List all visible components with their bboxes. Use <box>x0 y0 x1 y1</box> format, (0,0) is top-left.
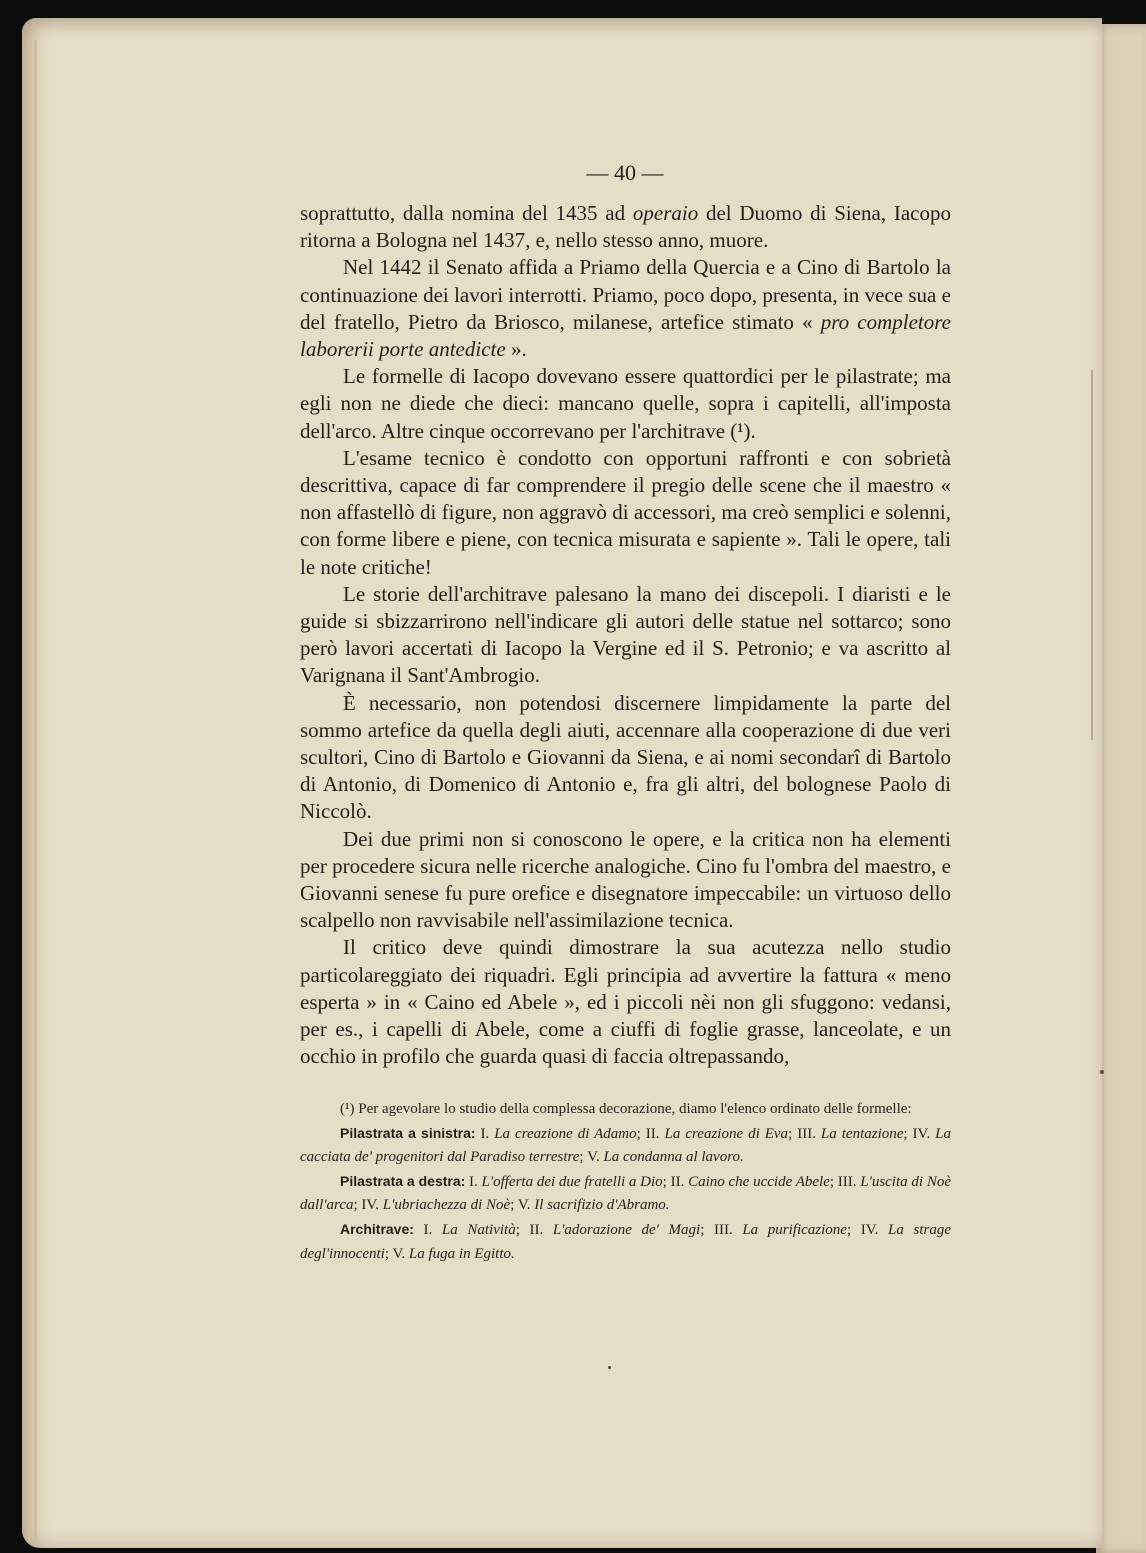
footnotes <box>300 1098 951 1266</box>
paragraph: L'esame tecnico è condotto con opportuni raffronti e con sobrietà descrittiva, capace di far comprendere il pregio delle scene che il maestro « non affastellò di figure, non aggravò di accessori, ma creò semplici e solenni, con forme libere e piene, con tecnica misurata e sapiente ». Tali le opere, tali le note critiche! <box>300 445 951 579</box>
italic-text: pro completore laborerii porte antedicte <box>300 309 951 362</box>
paragraph: Dei due primi non si conoscono le opere, e la critica non ha elementi per procedere sicura nelle ricerche analogiche. Cino fu l'ombra del maestro, e Giovanni senese fu pure orefice e disegnatore impeccabile: un virtuoso dello scalpello non ravvisabile nell'assimilazione tecnica. <box>300 826 951 933</box>
italic-text: Caino che uccide Abele <box>688 1173 830 1190</box>
bold-label: Architrave: <box>340 1220 414 1237</box>
italic-text: La creazione di Adamo <box>494 1125 637 1142</box>
italic-text: La Natività <box>441 1221 516 1238</box>
footnote: Architrave: I. La Natività; II. L'adorazione de' Magi; III. La purificazione; IV. La strage degl'innocenti; V. La fuga in Egitto. <box>300 1220 951 1262</box>
italic-text: La cacciata de' progenitori dal Paradiso terrestre <box>300 1125 952 1166</box>
paragraph: Il critico deve quindi dimostrare la sua acutezza nello studio particolareggiato dei riquadri. Egli principia ad avvertire la fattura « meno esperta » in « Caino ed Abele », ed i piccoli nèi non gli sfuggono: vedansi, per es., i capelli di Abele, come a ciuffi di foglie grasse, lanceolate, e un occhio in profilo che guarda quasi di faccia oltrepassando, <box>300 935 951 1069</box>
italic-text: La condanna al lavoro. <box>603 1149 744 1166</box>
italic-text: La fuga in Egitto. <box>408 1245 515 1262</box>
paragraph: Le storie dell'architrave palesano la mano dei discepoli. I diaristi e le guide si sbizzarrirono nell'indicare gli autori delle statue nel sottarco; sono però lavori accertati di Iacopo la Vergine ed il S. Petronio; e va ascritto al Varignana il Sant'Ambrogio. <box>300 581 951 688</box>
page-edge-line <box>28 40 31 1542</box>
paragraph: Nel 1442 il Senato affida a Priamo della Quercia e a Cino di Bartolo la continuazione dei lavori interrotti. Priamo, poco dopo, presenta, in vece sua e del fratello, Pietro da Briosco, milanese, artefice stimato « pro completore laborerii porte antedicte ». <box>300 255 951 362</box>
page-edge-line <box>34 40 37 1542</box>
footnote: Pilastrata a sinistra: I. La creazione di Adamo; II. La creazione di Eva; III. La tentazione; IV. La cacciata de' progenitori dal Paradiso terrestre; V. La condanna al lavoro. <box>300 1124 952 1166</box>
footnote: (¹) Per agevolare lo studio della complessa decorazione, diamo l'elenco ordinato delle formelle: <box>340 1101 912 1117</box>
bold-label: Pilastrata a sinistra: <box>340 1124 476 1141</box>
paragraph: È necessario, non potendosi discernere limpidamente la parte del sommo artefice da quella degli aiuti, accennare alla cooperazione di due veri scultori, Cino di Bartolo e Giovanni da Siena, e ai nomi secondarî di Bartolo di Antonio, di Domenico di Antonio e, fra gli altri, del bolognese Paolo di Niccolò. <box>300 690 951 824</box>
italic-text: L'uscita di Noè dall'arca <box>300 1173 951 1214</box>
footnote: Pilastrata a destra: I. L'offerta dei due fratelli a Dio; II. Caino che uccide Abele; III. L'uscita di Noè dall'arca; IV. L'ubriachezza di Noè; V. Il sacrifizio d'Abramo. <box>300 1172 951 1214</box>
italic-text: operaio <box>632 201 699 225</box>
adjacent-page-edge <box>1096 24 1146 1553</box>
italic-text: Il sacrifizio d'Abramo. <box>534 1197 670 1214</box>
paper-speck <box>608 1366 611 1369</box>
page-number: — 40 — <box>586 160 664 185</box>
bold-label: Pilastrata a destra: <box>340 1172 466 1189</box>
italic-text: L'ubriachezza di Noè <box>382 1197 511 1214</box>
italic-text: L'adorazione de' Magi <box>552 1221 701 1238</box>
body-text <box>300 200 951 1071</box>
binding-crease <box>1091 370 1093 740</box>
italic-text: La purificazione <box>742 1221 847 1238</box>
italic-text: L'offerta dei due fratelli a Dio <box>481 1173 663 1190</box>
paragraph: soprattutto, dalla nomina del 1435 ad operaio del Duomo di Siena, Iacopo ritorna a Bologna nel 1437, e, nello stesso anno, muore. <box>300 201 951 253</box>
italic-text: La strage degl'innocenti <box>300 1221 951 1262</box>
italic-text: La tentazione <box>820 1125 904 1142</box>
italic-text: La creazione di Eva <box>664 1125 789 1142</box>
paragraph: Le formelle di Iacopo dovevano essere quattordici per le pilastrate; ma egli non ne diede che dieci: mancano quelle, sopra i capitelli, all'imposta dell'arco. Altre cinque occorrevano per l'architrave (¹). <box>300 364 951 443</box>
paper-speck <box>1100 1070 1104 1074</box>
